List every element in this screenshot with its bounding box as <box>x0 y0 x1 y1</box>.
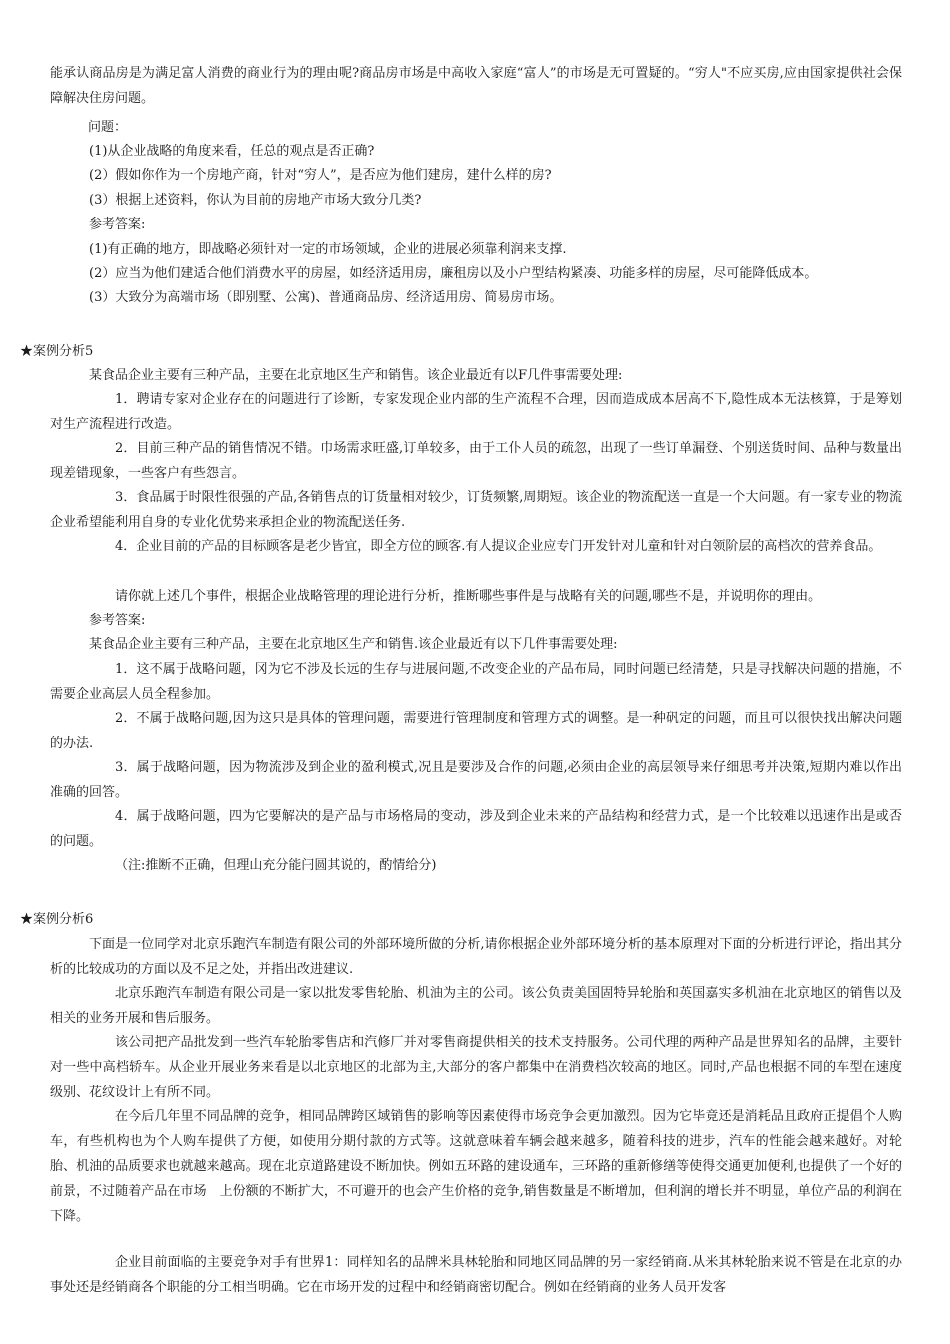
case4-answers-label: 参考答案: <box>89 217 146 232</box>
case6-paragraph-1: 北京乐跑汽车制造有限公司是一家以批发零售轮胎、机油为主的公司。该公负责美国固特异轮胎和英国嘉实多机油在北京地区的销售以及相关的业务开展和售后服务。 <box>50 986 902 1026</box>
case5-intro: 某食品企业主要有三种产品，主要在北京地区生产和销售。该企业最近有以F几件事需要处理: <box>89 368 623 383</box>
case5-answer-4: 4．属于战略问题，四为它要解决的是产品与市场格局的变动，涉及到企业未来的产品结构和经营力式，是一个比较难以迅速作出是或否的问题。 <box>50 809 902 849</box>
case4-answer-1: (1)有正确的地方，即战略必须针对一定的市场领域，企业的进展必须靠利润来支撑. <box>89 242 567 257</box>
case5-answers-intro: 某食品企业主要有三种产品，主要在北京地区生产和销售.该企业最近有以下几件事需要处理: <box>89 637 618 652</box>
case6-heading: ★案例分析6 <box>20 912 94 927</box>
case4-answer-2: (2）应当为他们建适合他们消费水平的房屋，如经济适用房，廉租房以及小户型结构紧凑、功能多样的房屋，尽可能降低成本。 <box>89 266 818 281</box>
case5-answer-1: 1．这不属于战略问题，冈为它不涉及长远的生存与进展问题,不改变企业的产品布局，同时问题已经清楚，只是寻找解决问题的措施，不需要企业高层人员全程参加。 <box>50 662 902 702</box>
case5-answer-2: 2．不属于战略问题,因为这只是具体的管理问题，需要进行管理制度和管理方式的调整。是一种矾定的问题，而且可以很快找出解决问题的办法. <box>50 711 902 751</box>
case5-question: 请你就上述几个事件，根据企业战略管理的理论进行分析，推断哪些事件是与战略有关的问题,哪些不是，并说明你的理由。 <box>115 589 822 604</box>
case5-answers-label: 参考答案: <box>89 613 146 628</box>
case5-item-1: 1．聘请专家对企业存在的问题进行了诊断，专家发现企业内部的生产流程不合理，因而造成成本居高不下,隐性成本无法核算，于是筹划对生产流程进行改造。 <box>50 392 902 432</box>
case4-question-2: (2）假如你作为一个房地产商，针对“穷人”，是否应为他们建房，建什么样的房? <box>89 168 552 183</box>
case6-paragraph-2: 该公司把产品批发到一些汽车轮胎零售店和汽修厂并对零售商提供相关的技术支持服务。公司代理的两种产品是世界知名的品牌，主要针对一些中高档轿车。从企业开展业务来看是以北京地区的北部为主,大部分的客户都集中在消费档次较高的地区。同时,产品也根据不同的车型在速度级别、花纹设计上有所不同。 <box>50 1035 902 1100</box>
case4-answer-3: (3）大致分为高端市场（即别墅、公寓)、普通商品房、经济适用房、简易房市场。 <box>89 290 563 305</box>
case4-questions-label: 问题： <box>88 120 128 135</box>
case6-paragraph-3: 在今后几年里不同品牌的竞争，相同品牌跨区域销售的影响等因素使得市场竞争会更加激烈。因为它毕竟还是消耗品且政府正提倡个人购车，有些机构也为个人购车提供了方便，如使用分期付款的方式等。这就意味着车辆会越来越多，随着科技的进步，汽车的性能会越来越好。对轮胎、机油的品质要求也就越来越高。现在北京道路建设不断加快。例如五环路的建设通车，三环路的重新修缮等使得交通更加便利,也提供了一个好的前景，不过随着产品在市场 上份额的不断扩大，不可避开的也会产生价格的竞争,销售数量是不断增加，但利润的增长并不明显，单位产品的利润在下降。 <box>50 1109 902 1224</box>
case5-note: （注:推断不正确，但理山充分能闩圆其说的，酌情给分) <box>115 858 437 873</box>
case6-intro: 下面是一位同学对北京乐跑汽车制造有限公司的外部环境所做的分析,请你根据企业外部环境分析的基本原理对下面的分析进行评论，指出其分析的比较成功的方面以及不足之处，并指出改进建议. <box>50 937 902 977</box>
case5-item-4: 4．企业目前的产品的目标顾客是老少皆宜，即全方位的顾客.有人提议企业应专门开发针对儿童和针对白领阶层的高档次的营养食品。 <box>115 539 882 554</box>
case5-heading: ★案例分析5 <box>20 344 94 359</box>
case4-question-3: (3）根据上述资料，你认为目前的房地产市场大致分几类? <box>89 193 422 208</box>
case6-paragraph-4: 企业目前面临的主要竞争对手有世界1：同样知名的品牌米具林轮胎和同地区同品牌的另一家经销商.从米其林轮胎来说不管是在北京的办事处还是经销商各个职能的分工相当明确。它在市场开发的过程中和经销商密切配合。例如在经销商的业务人员开发客 <box>50 1255 902 1295</box>
case5-item-3: 3．食品属于时限性很强的产品,各销售点的订货量相对较少，订货频繁,周期短。该企业的物流配送一直是一个大问题。有一家专业的物流企业希望能利用自身的专业化优势来承担企业的物流配送任务. <box>50 490 902 530</box>
case5-item-2: 2．目前三种产品的销售情况不错。巾场需求旺盛,订单较多，由于工仆人员的疏忽，出现了一些订单漏登、个别送货时间、品种与数量出现差错现象，一些客户有些怨言。 <box>50 441 902 481</box>
case4-question-1: (1)从企业战略的角度来看，任总的观点是否正确? <box>89 144 375 159</box>
case4-intro-paragraph: 能承认商品房是为满足富人消费的商业行为的理由呢?商品房市场是中高收入家庭“富人”的市场是无可置疑的。“穷人"不应买房,应由国家提供社会保障解决住房问题。 <box>50 66 902 106</box>
case5-answer-3: 3．属于战略问题，因为物流涉及到企业的盈利模式,况且是要涉及合作的问题,必须由企业的高层领导来仔细思考并决策,短期内难以作出准确的回答。 <box>50 760 902 800</box>
